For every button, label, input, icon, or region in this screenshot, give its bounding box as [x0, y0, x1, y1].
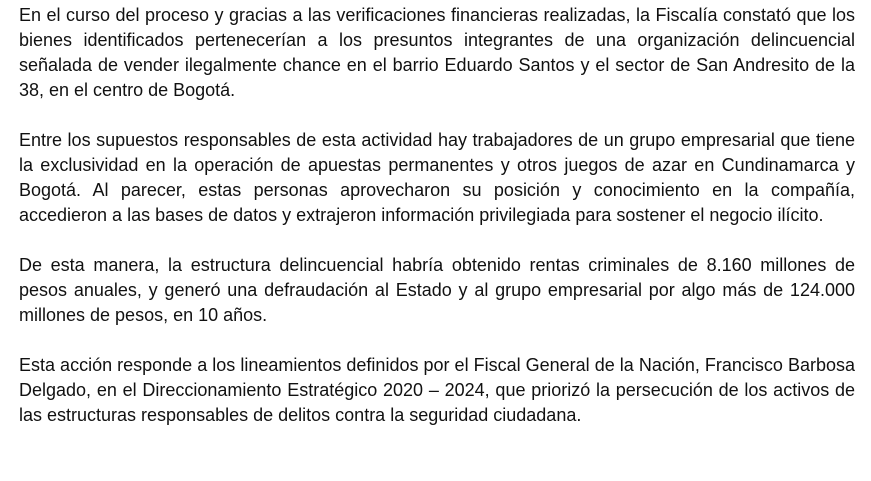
document-body: [19, 0, 855, 453]
paragraph-1: En el curso del proceso y gracias a las verificaciones financieras realizadas, la Fiscalía constató que los bienes identificados pertenecerían a los presuntos integrantes de una organización delincuencial señalada de vender ilegalmente chance en el barrio Eduardo Santos y el sector de San Andresito de la 38, en el centro de Bogotá.: [19, 5, 855, 100]
paragraph-2: Entre los supuestos responsables de esta actividad hay trabajadores de un grupo empresarial que tiene la exclusividad en la operación de apuestas permanentes y otros juegos de azar en Cundinamarca y Bogotá. Al parecer, estas personas aprovecharon su posición y conocimiento en la compañía, accedieron a las bases de datos y extrajeron información privilegiada para sostener el negocio ilícito.: [19, 130, 855, 225]
paragraph-3: De esta manera, la estructura delincuencial habría obtenido rentas criminales de 8.160 millones de pesos anuales, y generó una defraudación al Estado y al grupo empresarial por algo más de 124.000 millones de pesos, en 10 años.: [19, 255, 855, 325]
paragraph-4: Esta acción responde a los lineamientos definidos por el Fiscal General de la Nación, Francisco Barbosa Delgado, en el Direccionamiento Estratégico 2020 – 2024, que priorizó la persecución de los activos de las estructuras responsables de delitos contra la seguridad ciudadana.: [19, 355, 855, 425]
